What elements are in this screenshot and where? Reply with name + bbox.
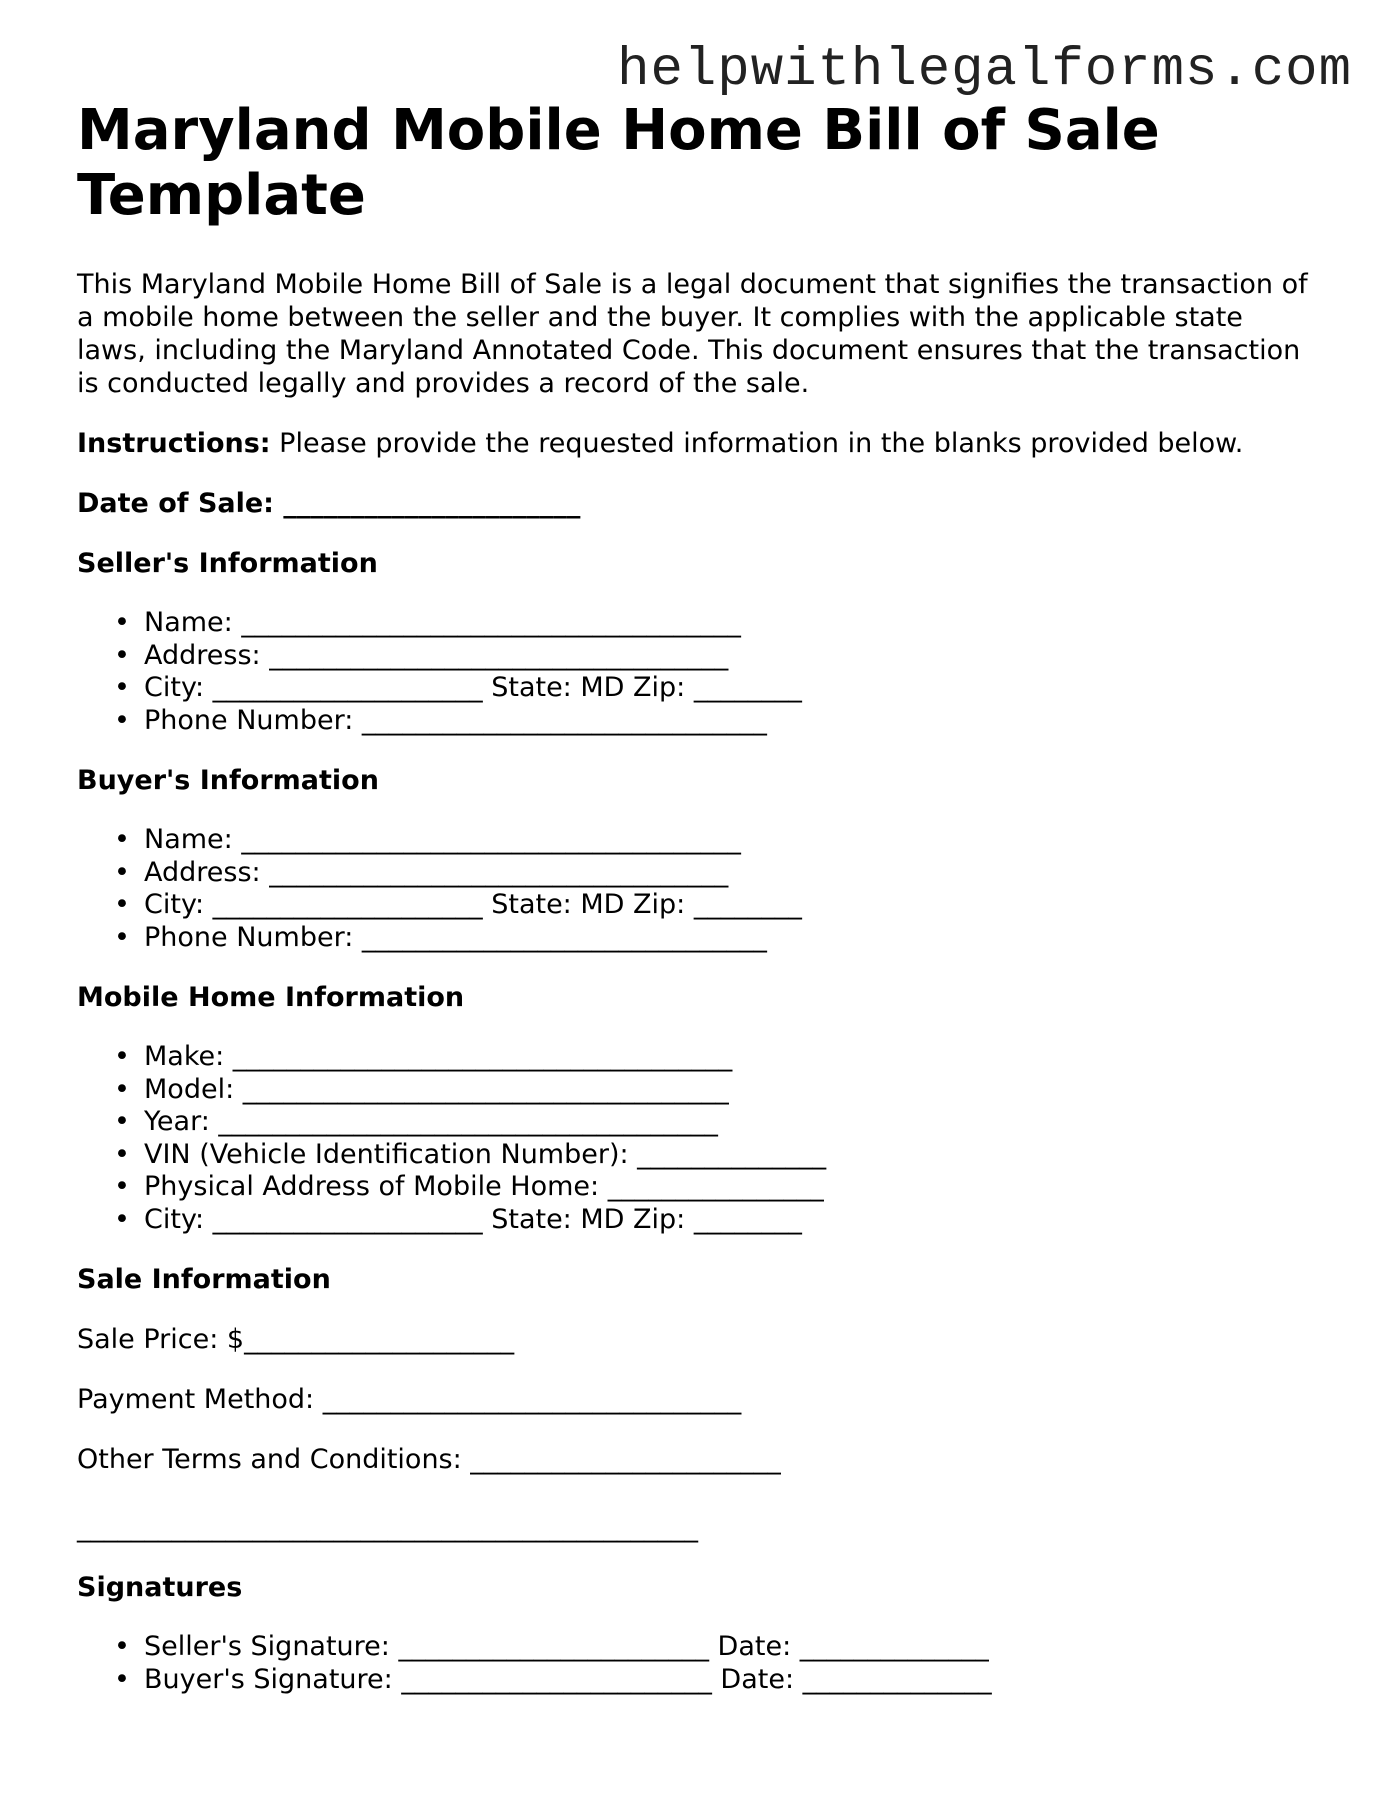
date-of-sale-field[interactable]: Date of Sale: ______________________ bbox=[77, 488, 581, 519]
document bbox=[77, 98, 1317, 1696]
mobile-home-list bbox=[77, 1041, 1317, 1236]
seller-name-field[interactable]: • Name: _____________________________________ bbox=[144, 607, 1317, 640]
seller-signature-field[interactable]: • Seller's Signature: _______________________ Date: ______________ bbox=[144, 1631, 1317, 1664]
buyer-heading: Buyer's Information bbox=[77, 765, 379, 796]
buyer-list bbox=[77, 824, 1317, 954]
signatures-list bbox=[77, 1631, 1317, 1696]
home-city-state-zip-field[interactable]: • City: ____________________ State: MD Zip: ________ bbox=[144, 1204, 1317, 1237]
seller-list bbox=[77, 607, 1317, 737]
seller-phone-field[interactable]: • Phone Number: ______________________________ bbox=[144, 705, 1317, 738]
signatures-heading: Signatures bbox=[77, 1572, 243, 1603]
buyer-signature-field[interactable]: • Buyer's Signature: _______________________ Date: ______________ bbox=[144, 1664, 1317, 1697]
mobile-home-heading: Mobile Home Information bbox=[77, 982, 465, 1013]
site-watermark: helpwithlegalforms.com bbox=[617, 40, 1352, 101]
intro-paragraph: This Maryland Mobile Home Bill of Sale is a legal document that signifies the transaction of a mobile home between the seller and the buyer. It complies with the applicable state laws, including the Maryland Annotated Code. This document ensures that the transaction is conducted legally and provides a record of the sale. bbox=[77, 269, 1308, 399]
buyer-city-state-zip-field[interactable]: • City: ____________________ State: MD Zip: ________ bbox=[144, 889, 1317, 922]
terms-continuation-line[interactable]: ______________________________________________ bbox=[77, 1512, 698, 1543]
buyer-name-field[interactable]: • Name: _____________________________________ bbox=[144, 824, 1317, 857]
instructions-label: Instructions: bbox=[77, 428, 271, 459]
instructions-text: Please provide the requested information in the blanks provided below. bbox=[270, 428, 1244, 459]
year-field[interactable]: • Year: _____________________________________ bbox=[144, 1106, 1317, 1139]
model-field[interactable]: • Model: ____________________________________ bbox=[144, 1074, 1317, 1107]
seller-city-state-zip-field[interactable]: • City: ____________________ State: MD Zip: ________ bbox=[144, 672, 1317, 705]
seller-address-field[interactable]: • Address: __________________________________ bbox=[144, 640, 1317, 673]
page-title: Maryland Mobile Home Bill of Sale Template bbox=[77, 98, 1160, 228]
seller-heading: Seller's Information bbox=[77, 548, 378, 579]
physical-address-field[interactable]: • Physical Address of Mobile Home: ________________ bbox=[144, 1171, 1317, 1204]
payment-method-field[interactable]: Payment Method: _______________________________ bbox=[77, 1384, 742, 1415]
other-terms-field[interactable]: Other Terms and Conditions: _______________________ bbox=[77, 1444, 781, 1475]
sale-price-field[interactable]: Sale Price: $____________________ bbox=[77, 1324, 515, 1355]
buyer-phone-field[interactable]: • Phone Number: ______________________________ bbox=[144, 922, 1317, 955]
buyer-address-field[interactable]: • Address: __________________________________ bbox=[144, 857, 1317, 890]
instructions bbox=[77, 427, 1317, 460]
sale-heading: Sale Information bbox=[77, 1264, 331, 1295]
vin-field[interactable]: • VIN (Vehicle Identification Number): ______________ bbox=[144, 1139, 1317, 1172]
make-field[interactable]: • Make: _____________________________________ bbox=[144, 1041, 1317, 1074]
